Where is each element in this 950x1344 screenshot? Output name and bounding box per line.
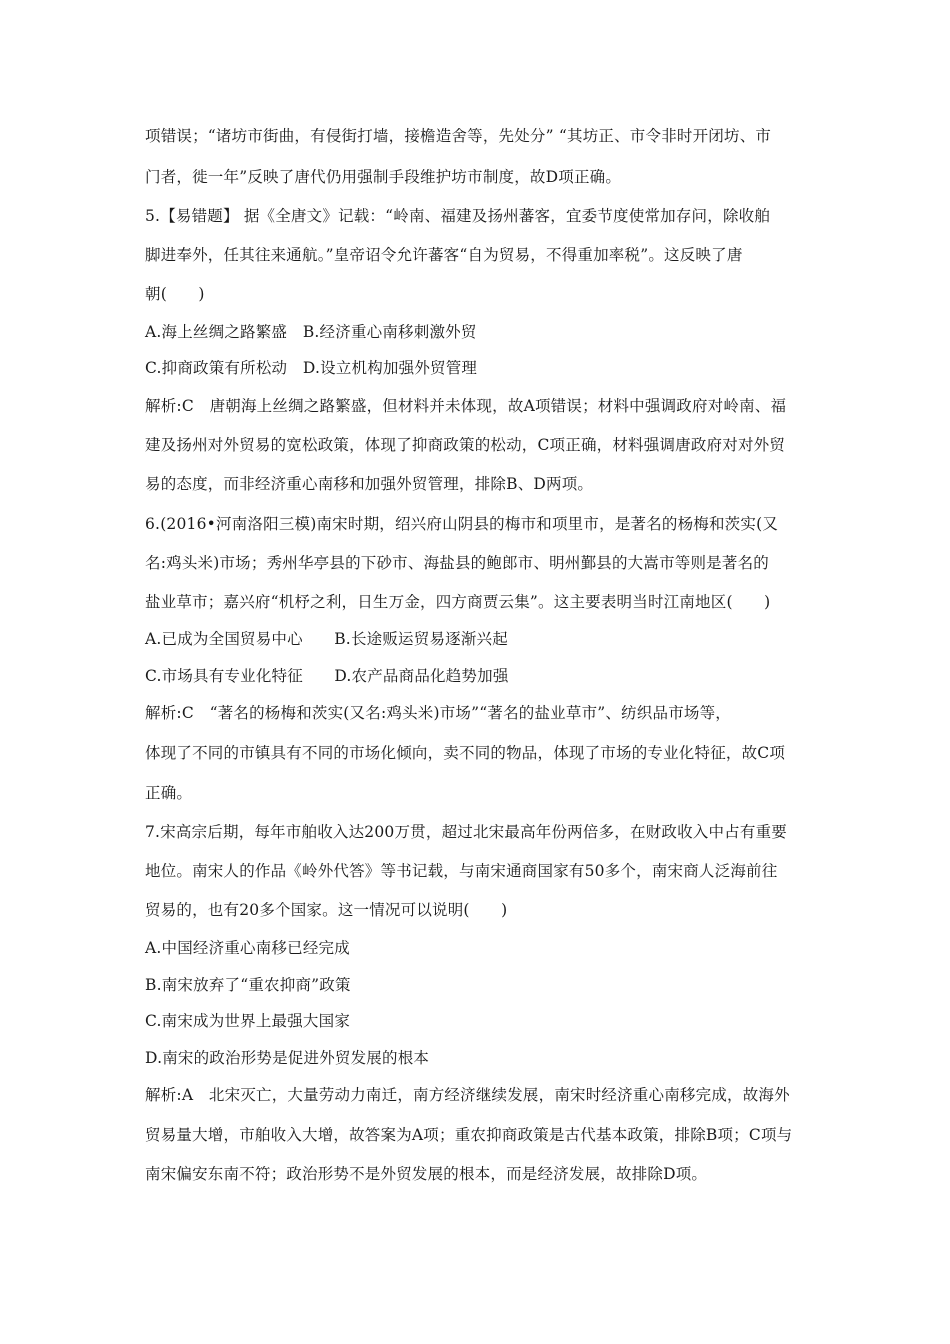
option-line: B.南宋放弃了“重农抑商”政策 [145,976,351,994]
text-line: 地位。南宋人的作品《岭外代答》等书记载，与南宋通商国家有50多个，南宋商人泛海前往 [145,862,778,880]
text-line: 建及扬州对外贸易的宽松政策，体现了抑商政策的松动，C项正确，材料强调唐政府对对外贸 [145,436,786,454]
answer-analysis: 解析:C “著名的杨梅和茨实(又名:鸡头米)市场”“著名的盐业草市”、纺织品市场等， [145,704,731,722]
text-line: 门者，徙一年”反映了唐代仍用强制手段维护坊市制度，故D项正确。 [145,168,622,186]
text-line: 脚进奉外，任其往来通航。”皇帝诏令允许蕃客“自为贸易，不得重加率税”。这反映了唐 [145,246,743,264]
option-line: C.市场具有专业化特征 D.农产品商品化趋势加强 [145,667,509,685]
option-line: D.南宋的政治形势是促进外贸发展的根本 [145,1049,430,1067]
text-line: 盐业草市；嘉兴府“机杼之利，日生万金，四方商贾云集”。这主要表明当时江南地区( ) [145,593,771,611]
option-line: C.抑商政策有所松动 D.设立机构加强外贸管理 [145,359,478,377]
answer-analysis: 解析:C 唐朝海上丝绸之路繁盛，但材料并未体现，故A项错误；材料中强调政府对岭南、福 [145,397,787,415]
text-line: 正确。 [145,784,193,802]
option-line: A.已成为全国贸易中心 B.长途贩运贸易逐渐兴起 [145,630,508,648]
text-line: 易的态度，而非经济重心南移和加强外贸管理，排除B、D两项。 [145,475,594,493]
text-line: 贸易量大增，市舶收入大增，故答案为A项；重农抑商政策是古代基本政策，排除B项；C项与 [145,1126,793,1144]
question-6-stem: 6.(2016•河南洛阳三模)南宋时期，绍兴府山阴县的梅市和项里市，是著名的杨梅和茨实(又 [145,515,779,533]
text-line: 朝( ) [145,285,205,303]
text-line: 贸易的，也有20多个国家。这一情况可以说明( ) [145,901,508,919]
text-line: 项错误；“诸坊市街曲，有侵街打墙，接檐造舍等，先处分” “其坊正、市令非时开闭坊、市 [145,127,772,145]
option-line: A.海上丝绸之路繁盛 B.经济重心南移刺激外贸 [145,323,477,341]
text-line: 南宋偏安东南不符；政治形势不是外贸发展的根本，而是经济发展，故排除D项。 [145,1165,708,1183]
option-line: C.南宋成为世界上最强大国家 [145,1012,351,1030]
answer-analysis: 解析:A 北宋灭亡，大量劳动力南迁，南方经济继续发展，南宋时经济重心南移完成，故海外 [145,1086,790,1104]
text-line: 名:鸡头米)市场；秀州华亭县的下砂市、海盐县的鲍郎市、明州鄞县的大嵩市等则是著名的 [145,554,769,572]
option-line: A.中国经济重心南移已经完成 [145,939,350,957]
question-5-stem: 5.【易错题】 据《全唐文》记载：“岭南、福建及扬州蕃客，宜委节度使常加存问，除收舶 [145,207,771,225]
question-7-stem: 7.宋高宗后期，每年市舶收入达200万贯，超过北宋最高年份两倍多，在财政收入中占有重要 [145,823,787,841]
text-line: 体现了不同的市镇具有不同的市场化倾向，卖不同的物品，体现了市场的专业化特征，故C项 [145,744,786,762]
